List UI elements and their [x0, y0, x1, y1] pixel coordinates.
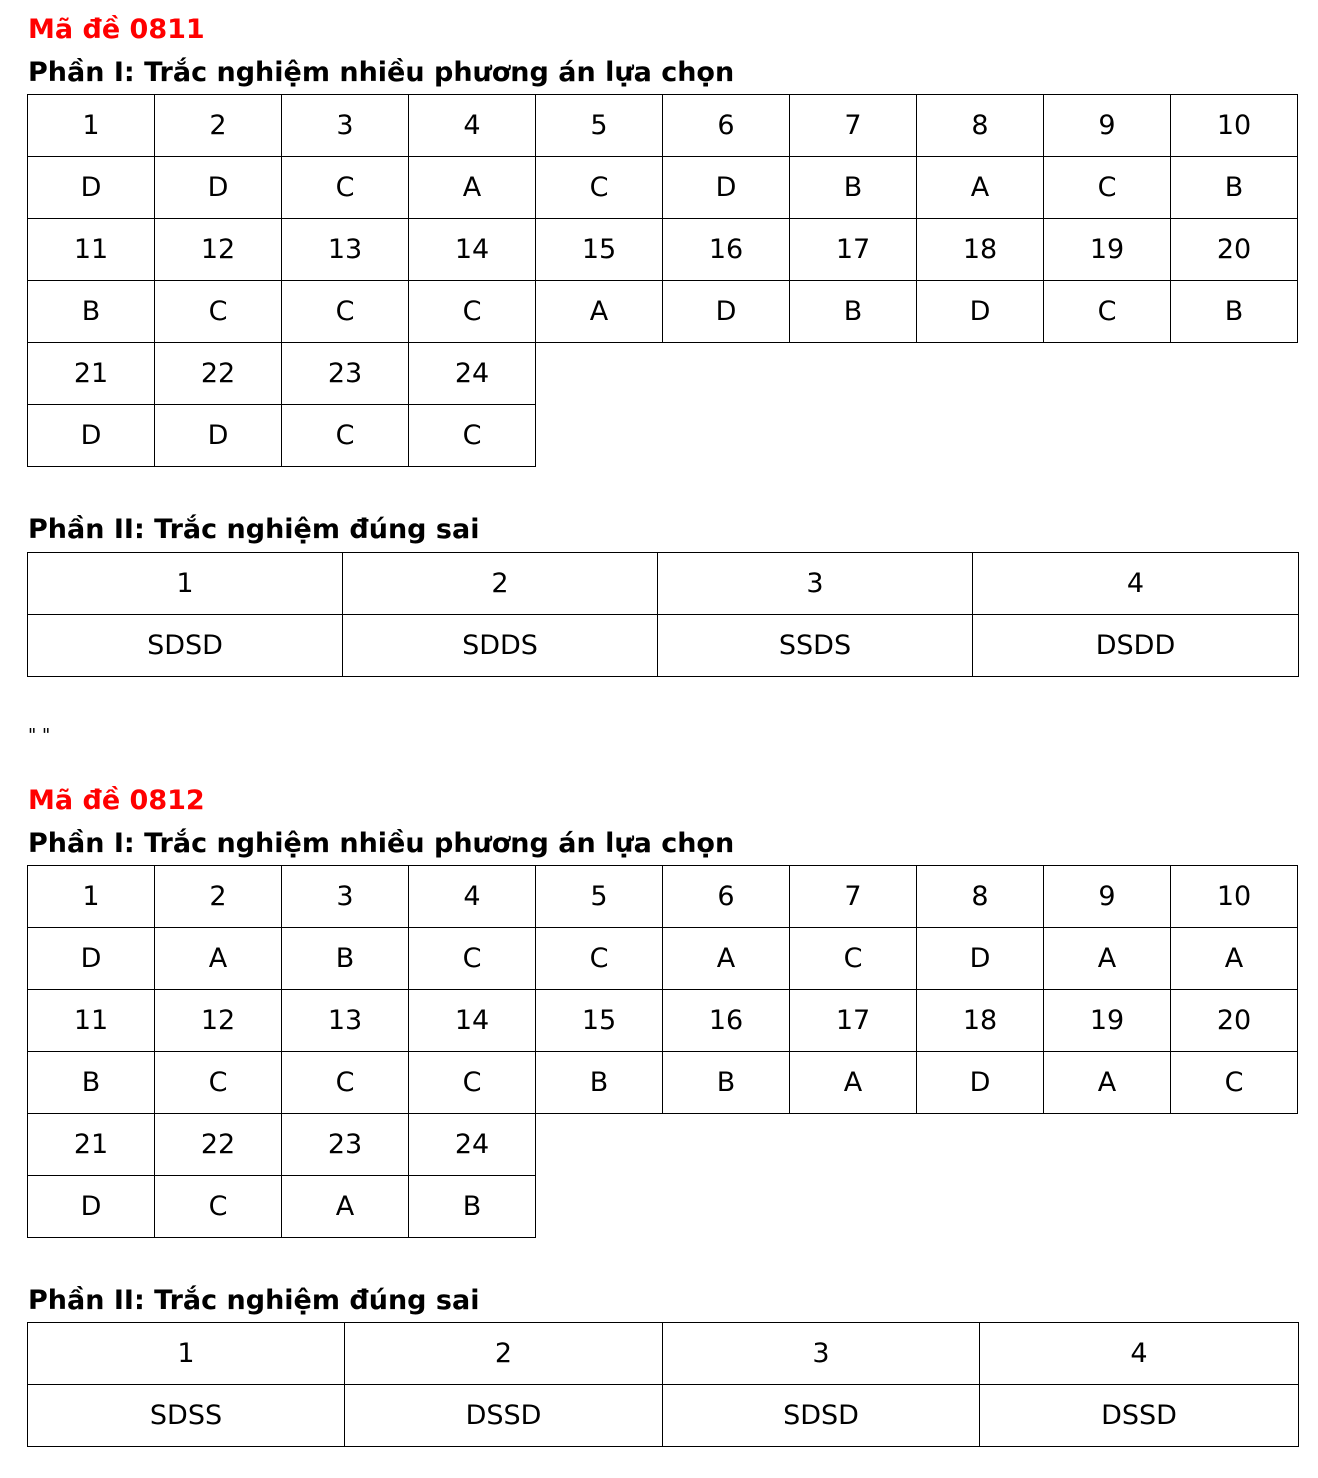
question-number: 2 [343, 553, 658, 615]
answer-cell: B [790, 281, 917, 343]
answer-cell: D [28, 405, 155, 467]
question-number: 11 [28, 219, 155, 281]
exam-code-title: Mã đề 0812 [28, 785, 205, 816]
question-number: 5 [536, 866, 663, 928]
answer-cell: DSDD [973, 615, 1299, 677]
question-number: 5 [536, 95, 663, 157]
question-number: 19 [1044, 990, 1171, 1052]
question-number: 8 [917, 866, 1044, 928]
question-number: 9 [1044, 866, 1171, 928]
part2-title: Phần II: Trắc nghiệm đúng sai [28, 514, 480, 545]
table-row [28, 928, 1298, 990]
table-row [28, 1052, 1298, 1114]
question-number: 24 [409, 1114, 536, 1176]
answer-cell: A [1044, 928, 1171, 990]
question-number: 2 [155, 866, 282, 928]
question-number: 6 [663, 95, 790, 157]
answer-cell: B [28, 281, 155, 343]
question-number: 17 [790, 990, 917, 1052]
answer-cell: A [917, 157, 1044, 219]
empty-cell [536, 343, 1298, 405]
answer-cell: D [917, 281, 1044, 343]
answer-cell: A [790, 1052, 917, 1114]
answer-cell: B [663, 1052, 790, 1114]
answer-cell: C [409, 1052, 536, 1114]
part1-title: Phần I: Trắc nghiệm nhiều phương án lựa chọn [28, 57, 735, 88]
question-number: 13 [282, 990, 409, 1052]
question-number: 9 [1044, 95, 1171, 157]
answer-cell: A [663, 928, 790, 990]
question-number: 12 [155, 219, 282, 281]
answer-cell: C [282, 1052, 409, 1114]
question-number: 18 [917, 990, 1044, 1052]
question-number: 23 [282, 343, 409, 405]
question-number: 3 [658, 553, 973, 615]
answer-cell: B [1171, 281, 1298, 343]
table-row [28, 281, 1298, 343]
empty-cell [536, 405, 1298, 467]
table-row [28, 1385, 1299, 1447]
question-number: 16 [663, 219, 790, 281]
table-row [28, 1176, 1298, 1238]
answer-cell: C [1044, 281, 1171, 343]
answer-cell: C [155, 281, 282, 343]
question-number: 18 [917, 219, 1044, 281]
answer-cell: DSSD [980, 1385, 1299, 1447]
empty-cell [536, 1114, 1298, 1176]
question-number: 4 [973, 553, 1299, 615]
table-row [28, 1114, 1298, 1176]
answer-cell: C [282, 157, 409, 219]
answer-cell: C [536, 928, 663, 990]
answer-cell: B [1171, 157, 1298, 219]
question-number: 6 [663, 866, 790, 928]
answer-cell: D [28, 1176, 155, 1238]
answer-cell: C [155, 1052, 282, 1114]
question-number: 3 [663, 1323, 980, 1385]
question-number: 24 [409, 343, 536, 405]
question-number: 12 [155, 990, 282, 1052]
question-number: 3 [282, 95, 409, 157]
answer-cell: A [536, 281, 663, 343]
answer-cell: A [1171, 928, 1298, 990]
table-row [28, 157, 1298, 219]
part2-title: Phần II: Trắc nghiệm đúng sai [28, 1285, 480, 1316]
separator-text: " " [28, 725, 51, 746]
answer-cell: SSDS [658, 615, 973, 677]
tf-answer-table [27, 552, 1299, 677]
question-number: 16 [663, 990, 790, 1052]
question-number: 4 [409, 95, 536, 157]
question-number: 7 [790, 95, 917, 157]
question-number: 15 [536, 219, 663, 281]
question-number: 7 [790, 866, 917, 928]
question-number: 21 [28, 343, 155, 405]
question-number: 2 [345, 1323, 663, 1385]
answer-cell: D [917, 1052, 1044, 1114]
question-number: 22 [155, 343, 282, 405]
question-number: 20 [1171, 219, 1298, 281]
answer-cell: D [663, 157, 790, 219]
empty-cell [536, 1176, 1298, 1238]
table-row [28, 866, 1298, 928]
table-row [28, 615, 1299, 677]
question-number: 11 [28, 990, 155, 1052]
mc-answer-table [27, 865, 1298, 1238]
question-number: 17 [790, 219, 917, 281]
table-row [28, 1323, 1299, 1385]
question-number: 1 [28, 866, 155, 928]
question-number: 10 [1171, 866, 1298, 928]
answer-cell: SDSS [28, 1385, 345, 1447]
table-row [28, 219, 1298, 281]
answer-cell: SDSD [28, 615, 343, 677]
answer-cell: D [917, 928, 1044, 990]
part1-title: Phần I: Trắc nghiệm nhiều phương án lựa chọn [28, 828, 735, 859]
answer-cell: C [282, 405, 409, 467]
question-number: 19 [1044, 219, 1171, 281]
question-number: 10 [1171, 95, 1298, 157]
answer-cell: A [409, 157, 536, 219]
question-number: 8 [917, 95, 1044, 157]
table-row [28, 553, 1299, 615]
answer-cell: A [155, 928, 282, 990]
answer-cell: C [282, 281, 409, 343]
answer-cell: D [155, 405, 282, 467]
question-number: 4 [980, 1323, 1299, 1385]
answer-cell: C [790, 928, 917, 990]
question-number: 23 [282, 1114, 409, 1176]
question-number: 22 [155, 1114, 282, 1176]
question-number: 1 [28, 95, 155, 157]
answer-cell: SDDS [343, 615, 658, 677]
question-number: 2 [155, 95, 282, 157]
table-row [28, 343, 1298, 405]
answer-cell: B [536, 1052, 663, 1114]
answer-cell: D [28, 157, 155, 219]
question-number: 1 [28, 1323, 345, 1385]
question-number: 14 [409, 990, 536, 1052]
answer-cell: DSSD [345, 1385, 663, 1447]
table-row [28, 405, 1298, 467]
answer-cell: D [155, 157, 282, 219]
answer-cell: SDSD [663, 1385, 980, 1447]
exam-code-title: Mã đề 0811 [28, 14, 205, 45]
answer-cell: A [282, 1176, 409, 1238]
answer-cell: C [1171, 1052, 1298, 1114]
question-number: 4 [409, 866, 536, 928]
question-number: 20 [1171, 990, 1298, 1052]
answer-cell: D [663, 281, 790, 343]
answer-cell: C [536, 157, 663, 219]
answer-cell: D [28, 928, 155, 990]
answer-cell: B [28, 1052, 155, 1114]
table-row [28, 95, 1298, 157]
answer-cell: C [155, 1176, 282, 1238]
answer-cell: C [409, 281, 536, 343]
answer-cell: B [282, 928, 409, 990]
answer-cell: C [1044, 157, 1171, 219]
question-number: 15 [536, 990, 663, 1052]
question-number: 1 [28, 553, 343, 615]
answer-cell: B [790, 157, 917, 219]
question-number: 13 [282, 219, 409, 281]
question-number: 14 [409, 219, 536, 281]
question-number: 21 [28, 1114, 155, 1176]
table-row [28, 990, 1298, 1052]
answer-cell: A [1044, 1052, 1171, 1114]
answer-cell: B [409, 1176, 536, 1238]
answer-cell: C [409, 928, 536, 990]
tf-answer-table [27, 1322, 1299, 1447]
mc-answer-table [27, 94, 1298, 467]
answer-cell: C [409, 405, 536, 467]
question-number: 3 [282, 866, 409, 928]
